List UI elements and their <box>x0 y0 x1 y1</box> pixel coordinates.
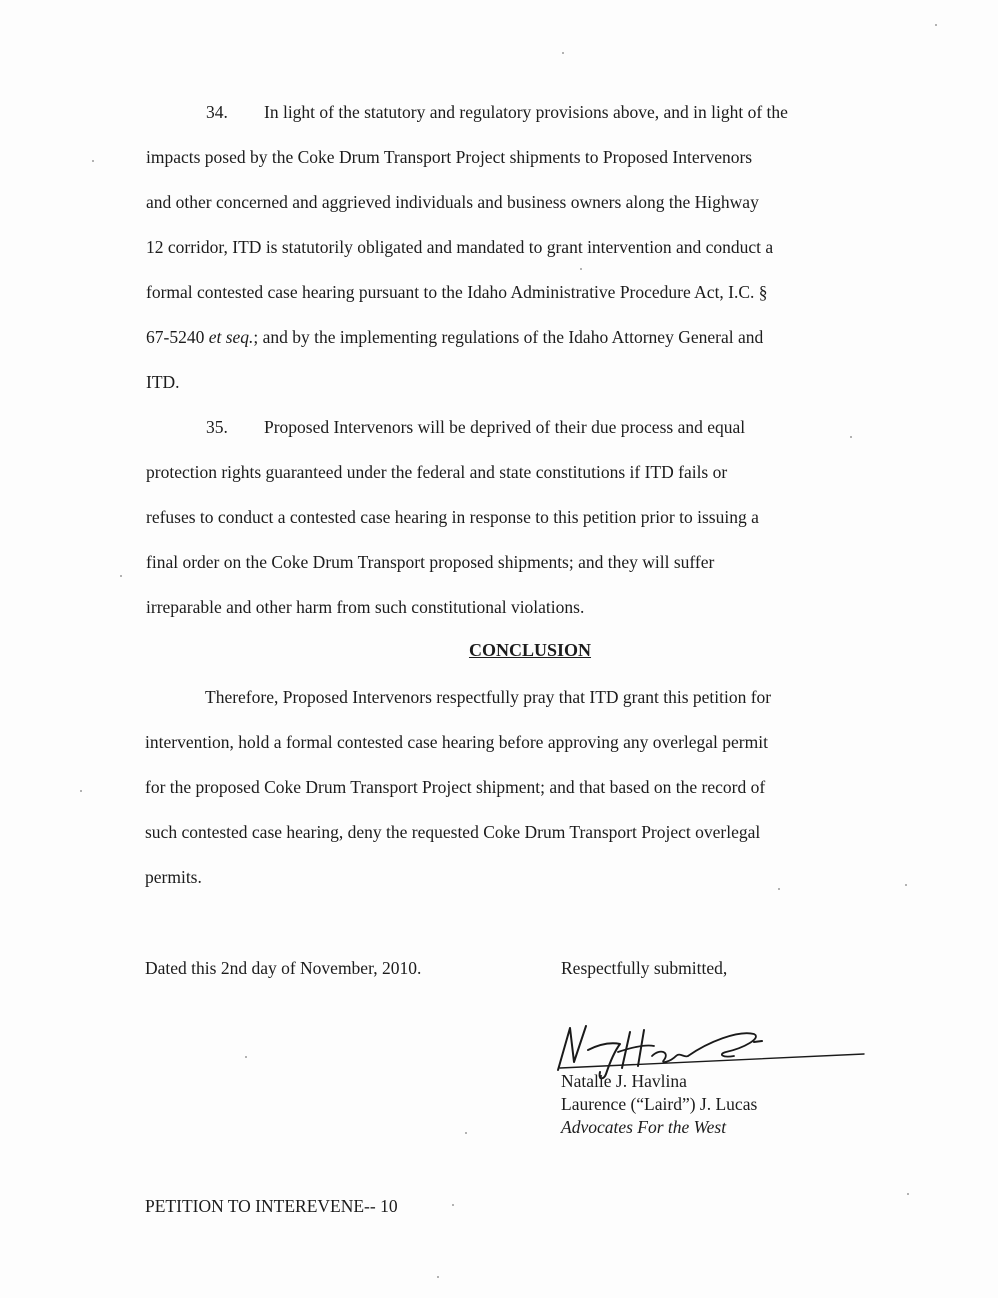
signer-name: Natalie J. Havlina <box>561 1071 687 1091</box>
conclusion-paragraph <box>145 675 857 900</box>
citation-italic: et seq. <box>208 327 254 347</box>
scan-speck <box>935 24 937 26</box>
scan-speck <box>905 884 907 886</box>
paragraph-34-line: 67-5240 et seq.; and by the implementing regulations of the Idaho Attorney General and <box>146 327 764 347</box>
paragraph-35-line: 35. Proposed Intervenors will be deprived of their due process and equal <box>146 405 858 450</box>
scan-speck <box>580 268 582 270</box>
scan-speck <box>245 1056 247 1058</box>
paragraph-35-line: refuses to conduct a contested case hearing in response to this petition prior to issuing a <box>146 507 759 527</box>
conclusion-line: for the proposed Coke Drum Transport Project shipment; and that based on the record of <box>145 777 766 797</box>
signer-block <box>561 1070 757 1139</box>
paragraph-34-line: formal contested case hearing pursuant to the Idaho Administrative Procedure Act, I.C. § <box>146 282 768 302</box>
paragraph-35 <box>146 405 858 630</box>
dated-line: Dated this 2nd day of November, 2010. <box>145 958 422 978</box>
firm-name: Advocates For the West <box>561 1117 727 1137</box>
scan-speck <box>778 888 780 890</box>
conclusion-line: permits. <box>145 867 202 887</box>
scan-speck <box>437 1276 439 1278</box>
scan-speck <box>562 52 564 54</box>
paragraph-34-line: and other concerned and aggrieved individuals and business owners along the Highway <box>146 192 759 212</box>
section-heading: CONCLUSION <box>468 640 592 660</box>
paragraph-34 <box>146 90 858 405</box>
conclusion-line: such contested case hearing, deny the requested Coke Drum Transport Project overlegal <box>145 822 761 842</box>
paragraph-number: 35. <box>206 417 228 437</box>
closing-text: Respectfully submitted, <box>561 958 728 978</box>
scan-speck <box>465 1132 467 1134</box>
paragraph-34-line: 34. In light of the statutory and regulatory provisions above, and in light of the <box>146 90 858 135</box>
paragraph-34-line: 12 corridor, ITD is statutorily obligated and mandated to grant intervention and conduct a <box>146 237 774 257</box>
paragraph-34-line: ITD. <box>146 372 180 392</box>
signer-name: Laurence (“Laird”) J. Lucas <box>561 1094 758 1114</box>
scan-speck <box>452 1204 454 1206</box>
paragraph-34-line: impacts posed by the Coke Drum Transport Project shipments to Proposed Intervenors <box>146 147 753 167</box>
paragraph-35-line: final order on the Coke Drum Transport proposed shipments; and they will suffer <box>146 552 715 572</box>
scan-speck <box>120 575 122 577</box>
scan-speck <box>907 1193 909 1195</box>
scan-speck <box>850 436 852 438</box>
conclusion-line: Therefore, Proposed Intervenors respectfully pray that ITD grant this petition for <box>205 687 772 707</box>
paragraph-35-line: protection rights guaranteed under the federal and state constitutions if ITD fails or <box>146 462 728 482</box>
page-footer: PETITION TO INTEREVENE-- 10 <box>145 1196 398 1216</box>
paragraph-35-line: irreparable and other harm from such constitutional violations. <box>146 597 585 617</box>
scan-speck <box>80 790 82 792</box>
scan-speck <box>92 160 94 162</box>
paragraph-number: 34. <box>206 102 228 122</box>
conclusion-line: intervention, hold a formal contested case hearing before approving any overlegal permit <box>145 732 768 752</box>
